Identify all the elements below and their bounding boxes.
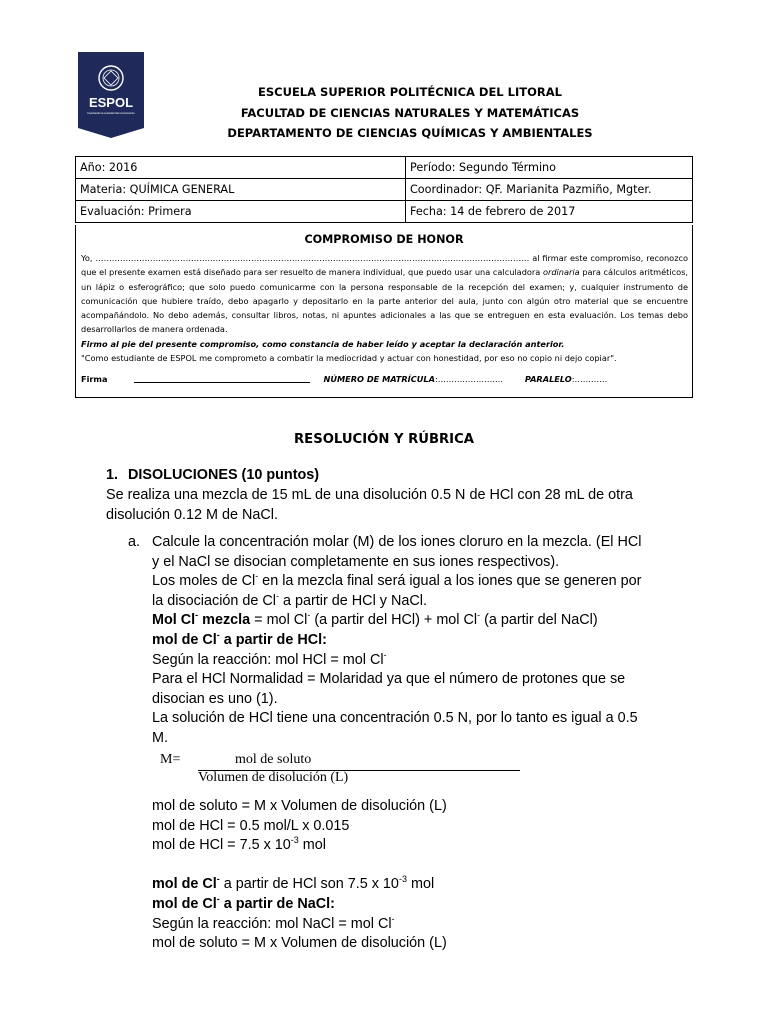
paralelo-label: PARALELO xyxy=(524,374,572,384)
formula-numerator: mol de soluto xyxy=(235,752,312,767)
formula-lhs: M= xyxy=(160,752,181,767)
honor-paragraph-3: "Como estudiante de ESPOL me comprometo a combatir la mediocridad y actuar con honestidad, por eso no copio ni dejo copiar". xyxy=(81,353,617,364)
paralelo-field[interactable]: :………… xyxy=(571,374,608,384)
question-number: 1. xyxy=(106,467,119,483)
question-1-heading xyxy=(106,466,319,486)
matricula-label: NÚMERO DE MATRÍCULA xyxy=(323,374,435,384)
period-cell: Período: Segundo Término xyxy=(406,157,693,179)
honor-paragraph-1: Yo, …………………………………………………………………………………………………………………………………………… al firmar este compromiso, reconozco que el presente examen está diseñado para ser resuelto de manera individual, que puedo usar una calculadora ordinaria para cálculos aritméticos, un lápiz o esferográfico; que solo puedo comunicarme con la persona responsable de la recepción del examen; y, cualquier instrumento de comunicación que hubiere traído, debo apagarlo y depositarlo en la parte anterior del aula, junto con algún otro material que se encuentre acompañándolo. No debo además, consultar libros, notas, ni apuntes adicionales a las que se entreguen en esta evaluación. Los temas debo desarrollarlos de manera ordenada. xyxy=(81,253,688,335)
honor-text xyxy=(81,251,688,365)
table-row xyxy=(76,201,693,223)
question-title: DISOLUCIONES (10 puntos) xyxy=(128,467,320,483)
honor-commitment-box xyxy=(75,225,693,398)
honor-paragraph-2: Firmo al pie del presente compromiso, como constancia de haber leído y aceptar la declaración anterior. xyxy=(81,338,565,349)
header-line-3: DEPARTAMENTO DE CIENCIAS QUÍMICAS Y AMBIENTALES xyxy=(227,126,593,140)
formula-denominator: Volumen de disolución (L) xyxy=(198,770,349,785)
signature-row xyxy=(81,374,607,384)
honor-title: COMPROMISO DE HONOR xyxy=(304,233,464,246)
calculation-steps: mol de soluto = M x Volumen de disolución (L) mol de HCl = 0.5 mol/L x 0.015 mol de HCl = 7.5 x $10^{-3}$ mol mol de Cl- a partir de HCl son 7.5 x $10^{-3}$ mol mol de Cl- a partir de NaCl: Según la reacción: mol NaCl = mol Cl- mol de soluto = M x Volumen de disolución (L) xyxy=(152,798,447,952)
table-row xyxy=(76,157,693,179)
section-title: RESOLUCIÓN Y RÚBRICA xyxy=(294,432,474,447)
table-row xyxy=(76,179,693,201)
evaluation-cell: Evaluación: Primera xyxy=(76,201,406,223)
question-1-intro: Se realiza una mezcla de 15 mL de una disolución 0.5 N de HCl con 28 mL de otra disolución 0.12 M de NaCl. xyxy=(106,487,633,523)
coordinator-cell: Coordinador: QF. Marianita Pazmiño, Mgter. xyxy=(406,179,693,201)
signature-line[interactable] xyxy=(134,382,310,383)
matricula-field[interactable]: :……………….….. xyxy=(434,374,503,384)
date-cell: Fecha: 14 de febrero de 2017 xyxy=(406,201,693,223)
part-a-label: a. xyxy=(128,534,141,550)
logo-text: ESPOL xyxy=(88,95,134,110)
exam-info-table xyxy=(75,156,693,223)
part-a-body: Calcule la concentración molar (M) de los iones cloruro en la mezcla. (El HCl y el NaCl se disocian completamente en sus iones respectivos). Los moles de Cl- en la mezcla final será igual a los iones que se generen por la disociación de Cl- a partir de HCl y NaCl. Mol Cl- mezcla = mol Cl- (a partir del HCl) + mol Cl- (a partir del NaCl) mol de Cl- a partir de HCl: Según la reacción: mol HCl = mol Cl- Para el HCl Normalidad = Molaridad ya que el número de protones que se disocian es uno (1). La solución de HCl tiene una concentración 0.5 N, por lo tanto es igual a 0.5 M. xyxy=(152,534,642,746)
logo-motto: Impulsando la sociedad del conocimiento xyxy=(87,112,135,115)
institution-header xyxy=(150,82,670,144)
header-line-1: ESCUELA SUPERIOR POLITÉCNICA DEL LITORAL xyxy=(258,85,562,99)
subject-cell: Materia: QUÍMICA GENERAL xyxy=(76,179,406,201)
sign-label: Firma xyxy=(81,374,108,384)
header-line-2: FACULTAD DE CIENCIAS NATURALES Y MATEMÁTICAS xyxy=(240,105,580,120)
year-cell: Año: 2016 xyxy=(76,157,406,179)
espol-logo xyxy=(78,52,144,138)
